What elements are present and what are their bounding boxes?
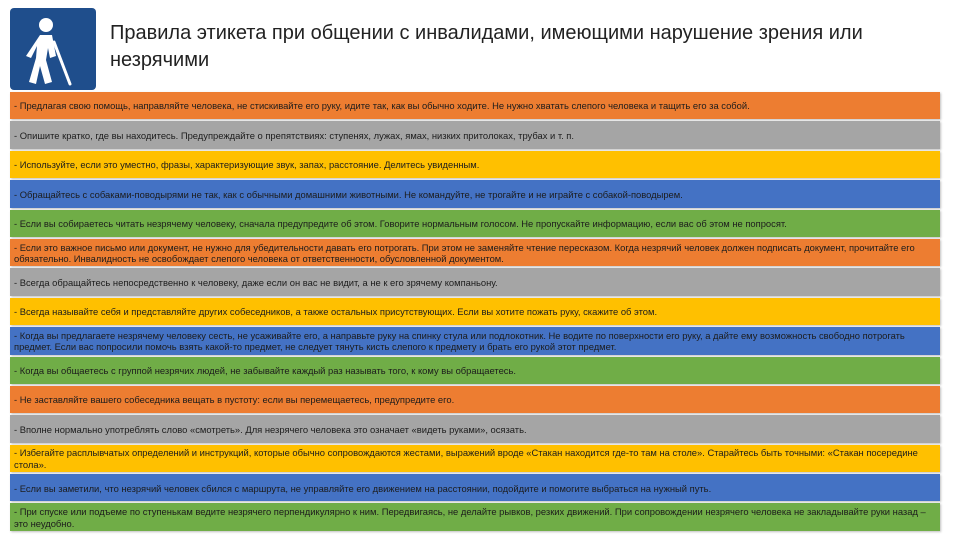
rule-text: - Предлагая свою помощь, направляйте человека, не стискивайте его руку, идите так, как вы обычно ходите. Не нужно хватать слепого человека и тащить его за собой.	[14, 100, 750, 112]
rule-text: - Вполне нормально употреблять слово «смотреть». Для незрячего человека это означает «видеть руками», осязать.	[14, 423, 527, 435]
blind-person-icon	[10, 8, 96, 90]
rule-text: - Не заставляйте вашего собеседника вещать в пустоту: если вы перемещаетесь, предупредите его.	[14, 394, 455, 406]
rule-item	[10, 121, 940, 148]
rule-text: - Избегайте расплывчатых определений и инструкций, которые обычно сопровождаются жестами, выражений вроде «Стакан находится где-то там на столе». Старайтесь быть точными: «Стакан посередине стола».	[14, 447, 918, 470]
rule-item	[10, 180, 940, 207]
rule-text: - Когда вы предлагаете незрячему человеку сесть, не усаживайте его, а направьте руку на спинку стула или подлокотник. Не водите по поверхности его руку, а дайте ему возможность свободно потрогать предмет. Если вас попросили помочь взять какой-то предмет, не следует тянуть кисть слепого к предмету и брать его рукой этот предмет.	[14, 329, 905, 353]
rule-item	[10, 415, 940, 442]
rule-item	[10, 92, 940, 119]
rule-text: - Когда вы общаетесь с группой незрячих людей, не забывайте каждый раз называть того, к кому вы обращаетесь.	[14, 365, 516, 376]
rule-text: - Используйте, если это уместно, фразы, характеризующие звук, запах, расстояние. Делитесь увиденным.	[14, 159, 480, 171]
page-title: Правила этикета при общении с инвалидами, имеющими нарушение зрения или незрячими	[110, 22, 863, 71]
rule-item	[10, 210, 940, 237]
rule-item	[10, 386, 940, 413]
rule-item	[10, 298, 940, 325]
rules-list	[10, 92, 940, 531]
rule-text: - Всегда обращайтесь непосредственно к человеку, даже если он вас не видит, а не к его зрячему компаньону.	[14, 276, 498, 288]
rule-item	[10, 151, 940, 178]
rule-item	[10, 239, 940, 266]
rule-text: - Обращайтесь с собаками-поводырями не так, как с обычными домашними животными. Не командуйте, не трогайте и не играйте с собакой-поводырем.	[14, 188, 683, 200]
rule-item	[10, 327, 940, 354]
rule-text: - Если вы заметили, что незрячий человек сбился с маршрута, не управляйте его движением на расстоянии, подойдите и помогите выбраться на нужный путь.	[14, 482, 712, 494]
rule-text: - Опишите кратко, где вы находитесь. Предупреждайте о препятствиях: ступенях, лужах, ямах, низких притолоках, трубах и т. п.	[14, 129, 574, 141]
rule-item	[10, 445, 940, 472]
rule-text: - Если это важное письмо или документ, не нужно для убедительности давать его потрогать. При этом не заменяйте чтение пересказом. Когда незрячий человек должен подписать документ, прочитайте его обязательно. Инвалидность не освобождает слепого человека от ответственности, обусловленной документом.	[14, 241, 915, 265]
rule-item	[10, 503, 940, 530]
rule-item	[10, 474, 940, 501]
rule-text: - При спуске или подъеме по ступенькам ведите незрячего перпендикулярно к ним. Передвигаясь, не делайте рывков, резких движений. При сопровождении незрячего человека не закладывайте руки назад – это неудобно.	[14, 506, 926, 529]
rule-text: - Всегда называйте себя и представляйте других собеседников, а также остальных присутствующих. Если вы хотите пожать руку, скажите об этом.	[14, 306, 658, 318]
rule-item	[10, 357, 940, 384]
rule-text: - Если вы собираетесь читать незрячему человеку, сначала предупредите об этом. Говорите нормальным голосом. Не пропускайте информацию, если вас об этом не попросят.	[14, 218, 787, 230]
rule-item	[10, 268, 940, 295]
